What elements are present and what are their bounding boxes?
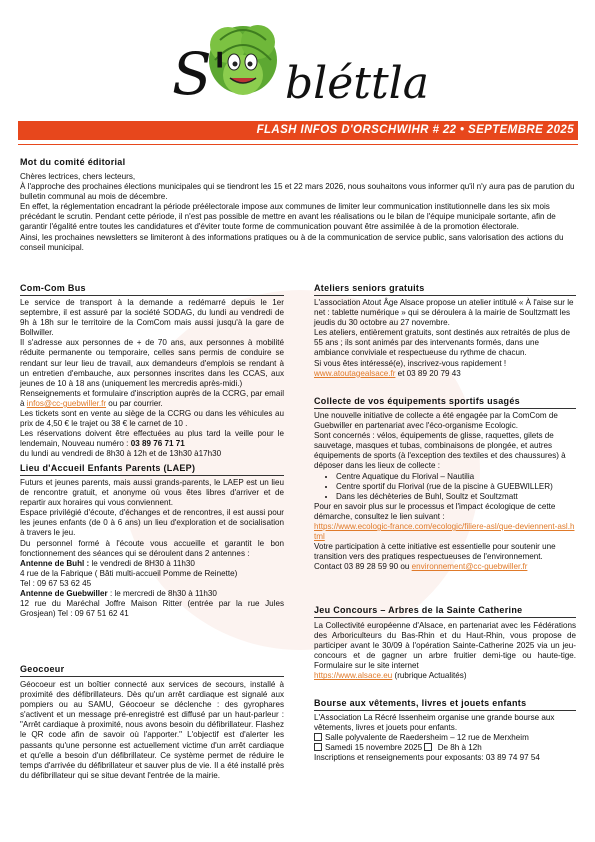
laep-title: Lieu d'Accueil Enfants Parents (LAEP) <box>20 463 196 473</box>
checkbox-icon <box>314 743 322 751</box>
collecte-p4: Votre participation à cette initiative est essentielle pour soutenir une transition vers des pratiques respectueuses de l'environnement. <box>314 542 556 562</box>
issue-banner: FLASH INFOS D'ORSCHWIHR # 22 • SEPTEMBRE 2025 <box>18 121 578 140</box>
laep-p3: Du personnel formé à l'écoute vous accueille et garantit le bon fonctionnement des séances qui se déroulent dans 2 antennes : <box>20 538 284 558</box>
laep-body <box>20 478 284 619</box>
ateliers-body <box>314 298 576 379</box>
comcom-p3-tail: ou par courrier. <box>106 398 163 408</box>
comcom-p3: Renseignements et formulaire d'inscription auprès de la CCRG, par email à <box>20 388 284 408</box>
divider <box>314 408 576 409</box>
concours-p1: La Collectivité européenne d'Alsace, en partenariat avec les Fédérations des Arboriculteurs du Bas-Rhin et du Haut-Rhin, vous propose de participer avant le 30/09 à l'opération Sainte-Catherine 2025 via un jeu-concours et de gagner un arbre fruitier demi-tige ou haute-tige. Formulaire sur le site internet <box>314 621 576 671</box>
divider <box>20 676 284 677</box>
collecte-p1: Une nouvelle initiative de collecte a été engagée par la ComCom de Guebwiller en partenariat avec l'éco-organisme Ecologic. <box>314 411 558 431</box>
divider <box>314 617 576 618</box>
comcom-hours: du lundi au vendredi de 8h30 à 12h et de 13h30 à17h30 <box>20 449 222 459</box>
divider <box>20 295 284 296</box>
list-item: • Dans les déchèteries de Buhl, Soultz et Soultzmatt <box>336 492 576 502</box>
comcom-phone: 03 89 76 71 71 <box>130 439 185 449</box>
laep-p2: Espace privilégié d'écoute, d'échanges et de rencontres, il est aussi pour les jeunes enfants (de 0 à 6 ans) un lieu d'exploration et de socialisation à travers le jeu. <box>20 508 284 538</box>
checkbox-icon <box>424 743 432 751</box>
ccrg-email-link[interactable]: infos@cc-guebwiller.fr <box>26 398 107 408</box>
divider <box>314 710 576 711</box>
collecte-p2: Sont concernés : vélos, équipements de glisse, raquettes, gilets de sauvetage, masques et tubas, combinaisons de plongée, et autres équipements de sports (à l'exception des textiles et des chaussures) à déposer dans les lieux de collecte : <box>314 431 566 471</box>
collecte-body <box>314 411 576 573</box>
buhl-phone: Tel : 09 67 53 62 45 <box>20 578 92 588</box>
comcom-p2: Il s'adresse aux personnes de + de 70 ans, aux personnes à mobilité réduite permanente ou temporaire, celles sans permis de conduire se rendant sur leur lieu de travail, aux demandeurs d'emplois se rendant à un entretien d'embauche, aux personnes inscrites dans les CCAS, aux jeunes de 10 à 18 ans (uniquement les mercredis après-midi.) <box>20 338 284 388</box>
banner-divider <box>18 144 578 145</box>
bourse-date: Samedi 15 novembre 2025 <box>325 743 423 753</box>
comcom-title: Com-Com Bus <box>20 283 86 293</box>
list-item: • Centre Aquatique du Florival – Nautilia <box>336 472 576 482</box>
divider <box>20 475 284 476</box>
ateliers-p1: L'association Atout Âge Alsace propose un atelier intitulé « À l'aise sur le net : tablette numérique » qui se déroulera à la mairie de Soultzmatt les jeudis du 30 octobre au 27 novembre. <box>314 298 574 328</box>
comcom-p1: Le service de transport à la demande a redémarré depuis le 1er septembre, il est assuré par la société SODAG, du lundi au vendredi de 9h à 18h sur le territoire de la ComCom mais aussi jusqu'à la gare de Bollwiller. <box>20 298 284 338</box>
geocoeur-title: Geocoeur <box>20 664 65 674</box>
list-item: • Centre sportif du Florival (rue de la piscine à GUEBWILLER) <box>336 482 576 492</box>
ateliers-p3: Si vous êtes intéressé(e), inscrivez-vous rapidement ! <box>314 358 507 368</box>
bourse-hours: De 8h à 12h <box>435 743 482 753</box>
cabbage-mascot-icon <box>0 0 595 118</box>
collecte-contact: Contact 03 89 28 59 90 ou <box>314 562 412 572</box>
collecte-list <box>314 472 576 502</box>
guebwiller-label: Antenne de Guebwiller <box>20 589 108 599</box>
checkbox-icon <box>314 733 322 741</box>
buhl-address: 4 rue de la Fabrique ( Bâti multi-accueil Pomme de Reinette) <box>20 568 238 578</box>
buhl-label: Antenne de Buhl : <box>20 558 90 568</box>
edito-p1: Chères lectrices, chers lecteurs, <box>20 172 136 181</box>
bourse-p1: L'Association La Récré Issenheim organise une grande bourse aux vêtements, livres et jouets pour enfants. <box>314 713 555 733</box>
geocoeur-body <box>20 680 284 781</box>
edito-title: Mot du comité éditorial <box>20 157 126 167</box>
laep-p1: Futurs et jeunes parents, mais aussi grands-parents, le LAEP est un lieu de rencontre gratuit, et anonyme où vous êtes libres d'arriver et de repartir aux horaires qui vous conviennent. <box>20 478 284 508</box>
collecte-title: Collecte de vos équipements sportifs usagés <box>314 396 520 406</box>
alsace-link[interactable]: https://www.alsace.eu <box>314 671 393 681</box>
svg-text:bléttla: bléttla <box>285 58 429 109</box>
edito-p4: Ainsi, les prochaines newsletters se limiteront à des informations pratiques ou à de la communication de service public, sans valorisation des actions du conseil municipal. <box>20 232 564 252</box>
bourse-location: Salle polyvalente de Raedersheim – 12 rue de Merxheim <box>325 733 529 743</box>
svg-text:S': S' <box>172 40 228 108</box>
collecte-p3: Pour en savoir plus sur le processus et l'impact écologique de cette démarche, consultez le lien suivant : <box>314 501 556 521</box>
edito-p2: À l'approche des prochaines élections municipales qui se tiendront les 15 et 22 mars 2026, nous souhaitons vous informer qu'il n'y aura pas de parution du bulletin communal au mois de décembre. <box>20 182 575 202</box>
comcom-p4: Les tickets sont en vente au siège de la CCRG ou dans les véhicules au prix de 4,50 € le trajet ou 38 € le carnet de 10 . <box>20 409 284 429</box>
ateliers-p2: Les ateliers, entièrement gratuits, sont destinés aux retraités de plus de 55 ans ; ils sont animés par des intervenants formés, dans une ambiance conviviale et respectueuse du rythme de chacun. <box>314 328 570 358</box>
edito-body <box>20 172 576 253</box>
guebwiller-address: 12 rue du Maréchal Joffre Maison Ritter (entrée par la rue Jules Grosjean) Tel : 09 67 51 62 41 <box>20 599 284 619</box>
ateliers-title: Ateliers seniors gratuits <box>314 283 425 293</box>
environnement-email-link[interactable]: environnement@cc-guebwiller.fr <box>411 562 528 572</box>
guebwiller-time: : le mercredi de 8h30 à 11h30 <box>107 589 217 599</box>
bourse-body <box>314 713 576 763</box>
comcom-p5: Les réservations doivent être effectuées au plus tard la veille pour le lendemain, Nouveau numéro : <box>20 429 284 449</box>
concours-tail: (rubrique Actualités) <box>392 671 467 681</box>
atoutage-link[interactable]: www.atoutagealsace.fr <box>314 368 396 378</box>
bourse-title: Bourse aux vêtements, livres et jouets enfants <box>314 698 527 708</box>
header-logo <box>0 0 595 118</box>
divider <box>314 295 576 296</box>
concours-title: Jeu Concours – Arbres de la Sainte Catherine <box>314 605 523 615</box>
bourse-p2: Inscriptions et renseignements pour exposants: 03 89 74 97 54 <box>314 753 540 763</box>
geocoeur-p1: Géocoeur est un boîtier connecté aux services de secours, installé à proximité des défibrillateurs. Dès qu'un arrêt cardiaque est signalé aux pompiers ou au SAMU, Géocoeur se déclenche : des gyrophares s'activent et un message pré-enregistré est diffusé par un haut-parleur : "Arrêt cardiaque à proximité, nous avons besoin du défibrillateur. Flashez le QR code afin de savoir où l'apporter." L'objectif est d'alerter les passants qu'une personne est actuellement victime d'un arrêt cardiaque et qu'elle a besoin d'un défibrillateur. Ce système permet de réduire le temps d'arrivée du défibrillateur et sauver plus de vie. Il a été installé près du défibrillateur qui se situe devant l'entrée de la mairie. <box>20 680 284 780</box>
edito-p3: En effet, la réglementation encadrant la période préélectorale impose aux communes de limiter leur communication institutionnelle dans les six mois précédant le scrutin. Pendant cette période, il n'est pas possible de mettre en avant les réalisations ou le bilan de l'équipe municipale sortante, afin de garantir l'égalité entre toutes les candidatures et d'éviter toute forme de communication pouvant être assimilée à de la promotion électorale. <box>20 202 556 232</box>
buhl-time: le vendredi de 8H30 à 11h30 <box>89 558 195 568</box>
ecologic-link[interactable]: https://www.ecologic-france.com/ecologic/filiere-asl/que-deviennent-asl.html <box>314 522 575 542</box>
concours-body <box>314 621 576 682</box>
comcom-body <box>20 298 284 460</box>
ateliers-phone: et 03 89 20 79 43 <box>395 368 461 378</box>
